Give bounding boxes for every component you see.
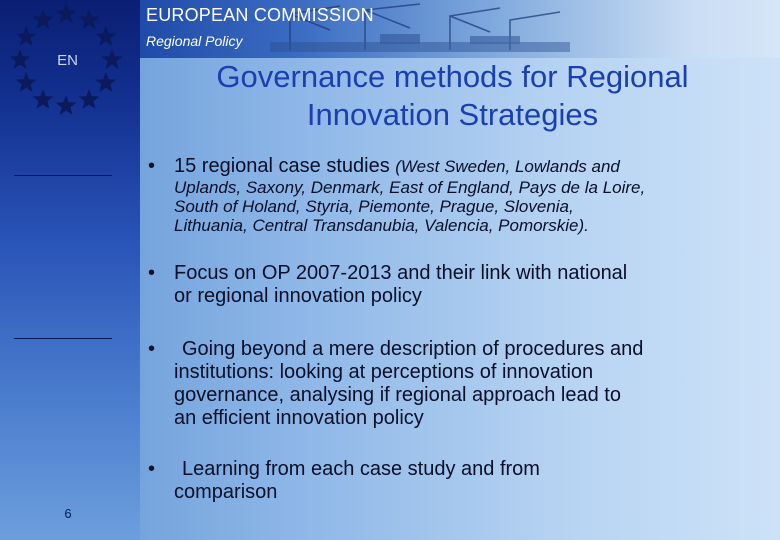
sidebar-divider (14, 175, 112, 176)
bullet-text (174, 338, 754, 430)
bullet-line: or regional innovation policy (174, 285, 422, 307)
bullet-line: governance, analysing if regional approach lead to (174, 384, 621, 406)
bullet-text (174, 155, 754, 235)
bullet-marker: • (148, 155, 156, 177)
bullet-detail: (West Sweden, Lowlands and (395, 157, 620, 176)
language-code: EN (57, 52, 78, 69)
bullet-text (174, 458, 754, 504)
eu-star-icon (56, 3, 77, 23)
bullet-marker: • (148, 338, 156, 360)
bullet-detail: Lithuania, Central Transdanubia, Valencia, Pomorskie). (174, 216, 589, 235)
organization-name: EUROPEAN COMMISSION (146, 5, 374, 25)
bullet-detail: South of Holand, Styria, Piemonte, Prague, Slovenia, (174, 197, 574, 216)
slide-title-line: Innovation Strategies (306, 97, 599, 132)
eu-star-icon (95, 26, 116, 46)
bullet-line: Focus on OP 2007-2013 and their link with national (174, 262, 628, 284)
eu-star-icon (33, 9, 54, 29)
bullet-line: Going beyond a mere description of procedures and (182, 338, 644, 360)
eu-star-icon (56, 95, 77, 115)
eu-star-icon (33, 89, 54, 109)
bullet-marker: • (148, 458, 156, 480)
bullet-lead: 15 regional case studies (174, 155, 390, 177)
eu-star-icon (79, 9, 100, 29)
bullet-detail: Uplands, Saxony, Denmark, East of England, Pays de la Loire, (174, 178, 646, 197)
bullet-line: comparison (174, 481, 278, 503)
bullet-line: institutions: looking at perceptions of innovation (174, 361, 594, 383)
bullet-marker: • (148, 262, 156, 284)
eu-star-icon (79, 89, 100, 109)
slide-title (150, 58, 755, 134)
bullet-line: Learning from each case study and from (182, 458, 540, 480)
slide-title-line: Governance methods for Regional (216, 59, 689, 94)
bullet-line: an efficient innovation policy (174, 407, 424, 429)
bullet-text (174, 262, 754, 308)
eu-star-icon (95, 72, 116, 92)
eu-sidebar (0, 0, 140, 540)
sidebar-divider (14, 338, 112, 339)
page-number: 6 (64, 506, 72, 521)
department-name: Regional Policy (146, 33, 243, 49)
eu-star-icon (16, 26, 37, 46)
eu-star-icon (16, 72, 37, 92)
